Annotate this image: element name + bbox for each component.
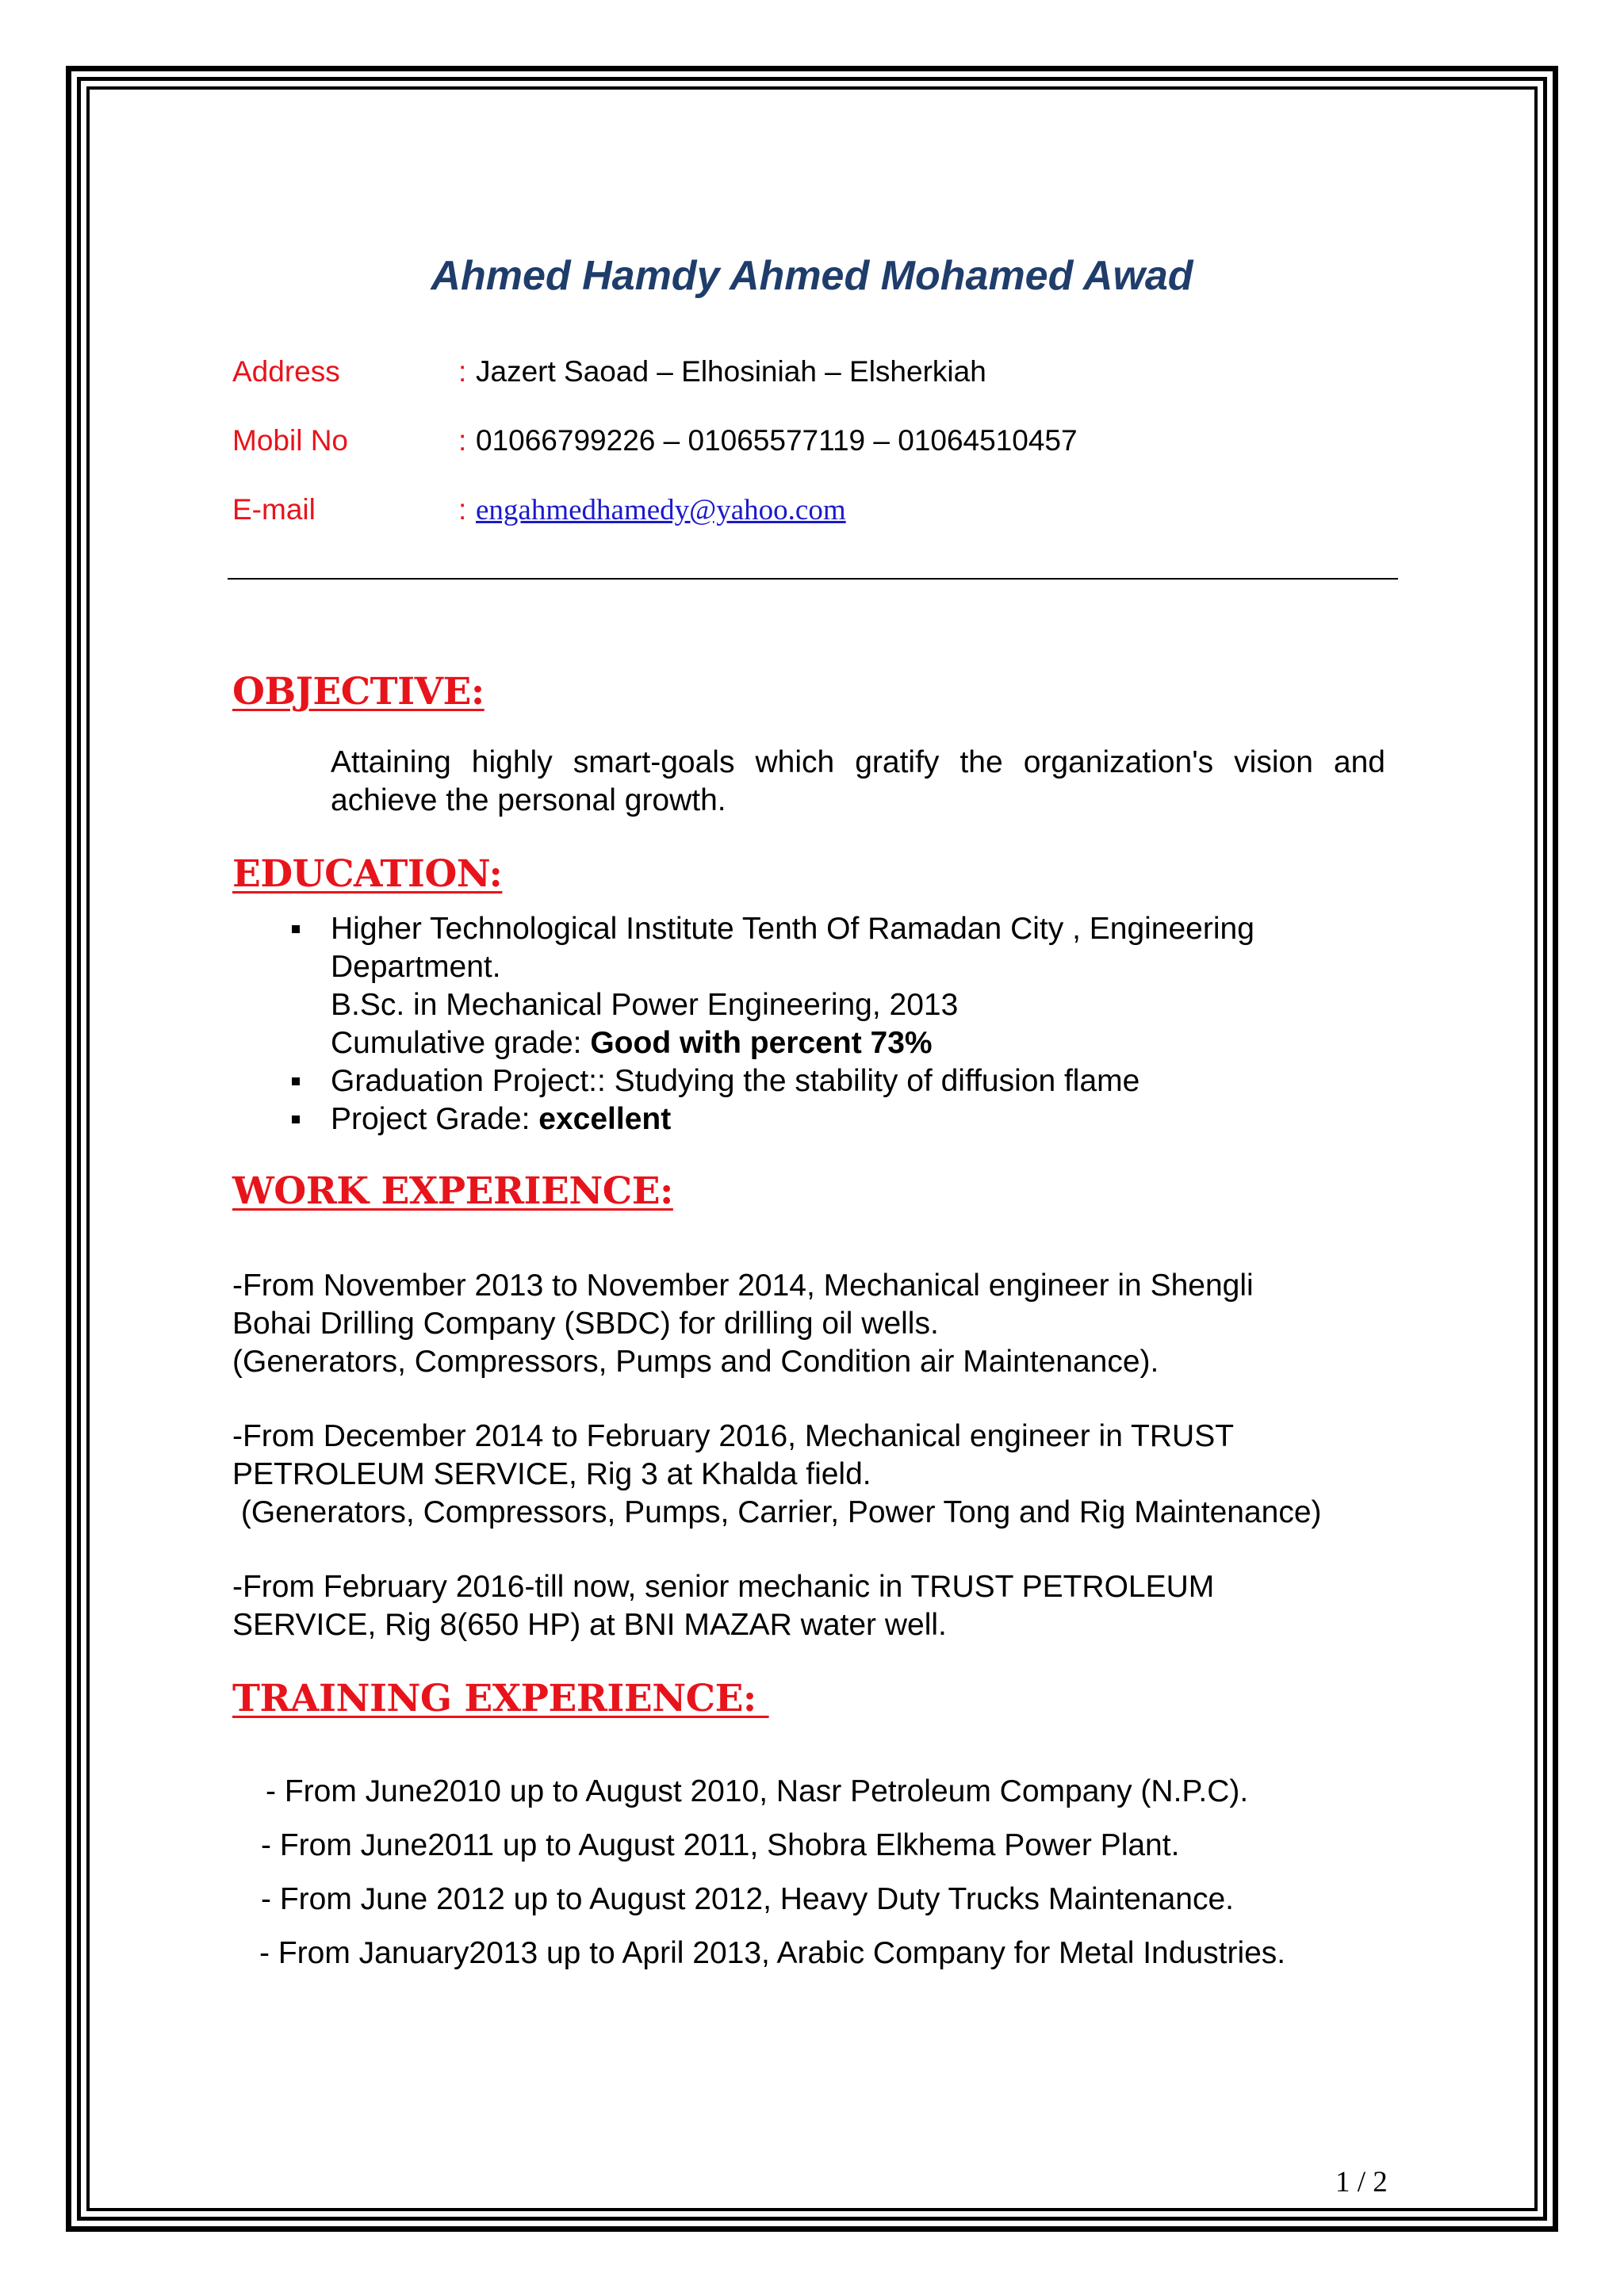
graduation-project: Graduation Project:: Studying the stability of diffusion flame [331, 1064, 1140, 1098]
bullet-icon [292, 1115, 300, 1123]
work-entry-line: PETROLEUM SERVICE, Rig 3 at Khalda field. [232, 1457, 871, 1491]
work-entry-line: Bohai Drilling Company (SBDC) for drilling oil wells. [232, 1307, 939, 1341]
mobile-colon: : [458, 424, 467, 457]
mobile-value: 01066799226 – 01065577119 – 01064510457 [476, 424, 1078, 457]
education-heading: EDUCATION: [232, 852, 503, 896]
address-colon: : [458, 355, 467, 388]
project-grade-label: Project Grade: [331, 1102, 539, 1136]
work-heading: WORK EXPERIENCE: [232, 1169, 673, 1213]
bullet-icon [292, 925, 300, 933]
work-entry-line: SERVICE, Rig 8(650 HP) at BNI MAZAR water well. [232, 1608, 947, 1642]
project-grade-value: excellent [538, 1102, 672, 1136]
education-degree: B.Sc. in Mechanical Power Engineering, 2013 [331, 988, 959, 1022]
education-item-line: Department. [331, 950, 501, 984]
training-item: - From January2013 up to April 2013, Arabic Company for Metal Industries. [259, 1936, 1286, 1970]
work-entry-line: -From December 2014 to February 2016, Mechanical engineer in TRUST [232, 1419, 1235, 1453]
email-colon: : [458, 493, 467, 526]
work-entry-line: -From February 2016-till now, senior mechanic in TRUST PETROLEUM [232, 1570, 1215, 1604]
work-entry-line: -From November 2013 to November 2014, Mechanical engineer in Shengli [232, 1269, 1254, 1303]
training-item: - From June2011 up to August 2011, Shobra Elkhema Power Plant. [261, 1828, 1180, 1862]
education-grade [331, 1026, 933, 1061]
email-label: E-mail [232, 493, 316, 526]
header-divider [228, 578, 1398, 580]
objective-text: Attaining highly smart-goals which gratify the organization's vision and achieve the personal growth. [331, 745, 1385, 817]
education-grade-label: Cumulative grade: [331, 1026, 591, 1060]
resume-name: Ahmed Hamdy Ahmed Mohamed Awad [431, 253, 1193, 299]
email-link[interactable]: engahmedhamedy@yahoo.com [476, 494, 846, 526]
education-grade-value: Good with percent 73% [590, 1026, 933, 1060]
address-value: Jazert Saoad – Elhosiniah – Elsherkiah [476, 355, 986, 388]
work-entry-line: (Generators, Compressors, Pumps, Carrier, Power Tong and Rig Maintenance) [232, 1495, 1322, 1529]
page-number: 1 / 2 [1335, 2166, 1388, 2198]
training-item: - From June 2012 up to August 2012, Heavy Duty Trucks Maintenance. [261, 1882, 1234, 1916]
training-item: - From June2010 up to August 2010, Nasr Petroleum Company (N.P.C). [266, 1774, 1249, 1808]
mobile-label: Mobil No [232, 424, 348, 457]
bullet-icon [292, 1077, 300, 1085]
work-entry-line: (Generators, Compressors, Pumps and Condition air Maintenance). [232, 1345, 1159, 1379]
project-grade [331, 1102, 671, 1137]
education-item-line: Higher Technological Institute Tenth Of Ramadan City , Engineering [331, 912, 1254, 946]
training-heading: TRAINING EXPERIENCE: [232, 1677, 769, 1720]
objective-heading: OBJECTIVE: [232, 670, 485, 714]
address-label: Address [232, 355, 340, 388]
